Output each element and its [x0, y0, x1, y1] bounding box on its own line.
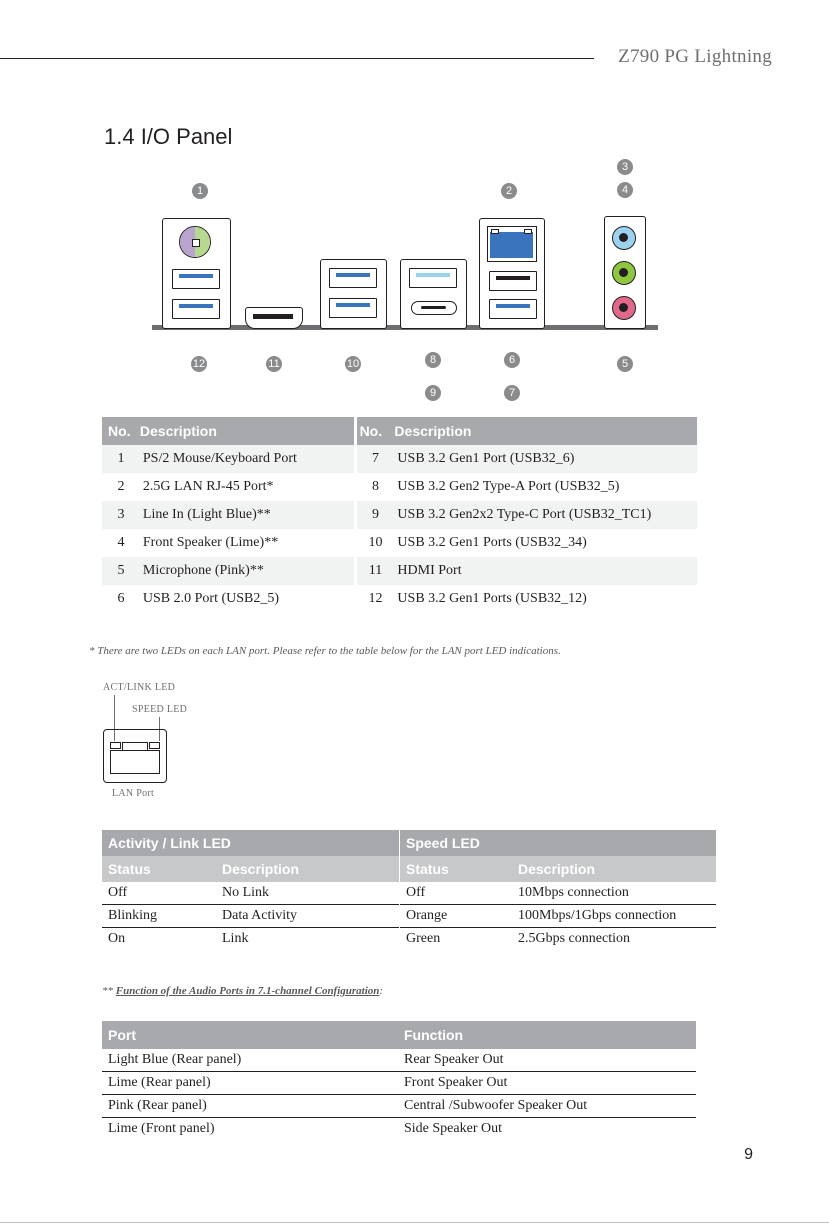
ports-table-header	[102, 417, 697, 445]
usb-port-icon	[172, 299, 220, 319]
table-row: Blinking Data Activity	[102, 905, 399, 928]
activity-link-led-table	[102, 830, 399, 950]
header-no: No.	[108, 423, 131, 439]
audio-jack-stack	[604, 216, 646, 329]
table-row: 6 USB 2.0 Port (USB2_5) 12 USB 3.2 Gen1 Ports (USB32_12)	[102, 585, 697, 613]
table-row: 3 Line In (Light Blue)** 9 USB 3.2 Gen2x2 Type-C Port (USB32_TC1)	[102, 501, 697, 529]
table-row: On Link	[108, 931, 249, 946]
table-row: Orange 100Mbps/1Gbps connection	[400, 905, 716, 928]
callout-2: 2	[501, 183, 517, 199]
audio-ports-note: ** Function of the Audio Ports in 7.1-channel Configuration:	[102, 985, 384, 997]
callout-9: 9	[425, 385, 441, 401]
header-description: Description	[518, 861, 596, 877]
section-title: 1.4 I/O Panel	[104, 124, 233, 149]
lan-led-diagram	[100, 680, 220, 805]
header-description: Description	[222, 861, 300, 877]
header-no: No.	[359, 423, 383, 439]
callout-5: 5	[617, 356, 633, 372]
table-row: 4 Front Speaker (Lime)** 10 USB 3.2 Gen1 Ports (USB32_34)	[102, 529, 697, 557]
table-row: Off 10Mbps connection	[400, 882, 716, 905]
lan-port-label: LAN Port	[112, 788, 155, 799]
table-row: Off No Link	[102, 882, 399, 905]
hdmi-port-icon	[245, 307, 303, 329]
header-title: Z790 PG Lightning	[618, 46, 772, 67]
callout-8: 8	[425, 352, 441, 368]
table-row: Light Blue (Rear panel) Rear Speaker Out	[102, 1049, 696, 1072]
ps2-usb-stack	[162, 218, 231, 329]
header-status: Status	[406, 861, 449, 877]
header-description: Description	[139, 423, 217, 439]
callout-11: 11	[266, 356, 282, 372]
usb-port-icon	[409, 268, 457, 288]
lan-port-outline	[103, 729, 167, 783]
act-link-led-label: ACT/LINK LED	[103, 682, 176, 693]
microphone-jack-icon	[612, 296, 636, 320]
table-row: 5 Microphone (Pink)** 11 HDMI Port	[102, 557, 697, 585]
lan-port-icon	[487, 226, 537, 262]
header-port: Port	[108, 1027, 136, 1043]
audio-ports-table	[102, 1021, 696, 1140]
table-row: Pink (Rear panel) Central /Subwoofer Speaker Out	[102, 1095, 696, 1118]
table-row: 2 2.5G LAN RJ-45 Port* 8 USB 3.2 Gen2 Type-A Port (USB32_5)	[102, 473, 697, 501]
ports-table	[102, 417, 697, 613]
table-row: Lime (Front panel) Side Speaker Out	[108, 1121, 502, 1136]
table-row: Lime (Rear panel) Front Speaker Out	[102, 1072, 696, 1095]
usb-port-icon	[329, 268, 377, 288]
usb-port-icon	[172, 269, 220, 289]
front-speaker-jack-icon	[612, 261, 636, 285]
lan-usb-stack	[479, 218, 545, 329]
audio-note-title: Function of the Audio Ports in 7.1-channel Configuration	[115, 985, 380, 997]
speed-led-table	[400, 830, 716, 950]
line-in-jack-icon	[612, 226, 636, 250]
table-row: Green 2.5Gbps connection	[406, 931, 630, 946]
header-description: Description	[394, 423, 472, 439]
io-panel-diagram	[0, 0, 829, 410]
speed-led-label: SPEED LED	[132, 704, 188, 715]
footer-rule	[0, 1222, 829, 1223]
callout-3: 3	[617, 159, 633, 175]
speed-table-title: Speed LED	[406, 835, 480, 851]
page-number: 9	[744, 1146, 753, 1163]
callout-7: 7	[504, 385, 520, 401]
usb-port-icon	[489, 271, 537, 291]
usb-type-c-icon	[411, 301, 457, 315]
activity-table-title: Activity / Link LED	[108, 835, 231, 851]
usb-port-icon	[489, 299, 537, 319]
callout-6: 6	[504, 352, 520, 368]
usb-port-icon	[329, 298, 377, 318]
lan-led-note: * There are two LEDs on each LAN port. Please refer to the table below for the LAN port LED indications.	[89, 645, 561, 657]
callout-10: 10	[346, 358, 360, 370]
callout-12: 12	[192, 358, 206, 370]
header-function: Function	[404, 1027, 464, 1043]
usb-typec-box	[400, 259, 467, 329]
callout-4: 4	[617, 182, 633, 198]
callout-1: 1	[192, 183, 208, 199]
table-row: 1 PS/2 Mouse/Keyboard Port 7 USB 3.2 Gen1 Port (USB32_6)	[102, 445, 697, 473]
header-status: Status	[108, 861, 151, 877]
ps2-port-icon	[179, 226, 211, 258]
usb-pair-box	[320, 259, 387, 329]
